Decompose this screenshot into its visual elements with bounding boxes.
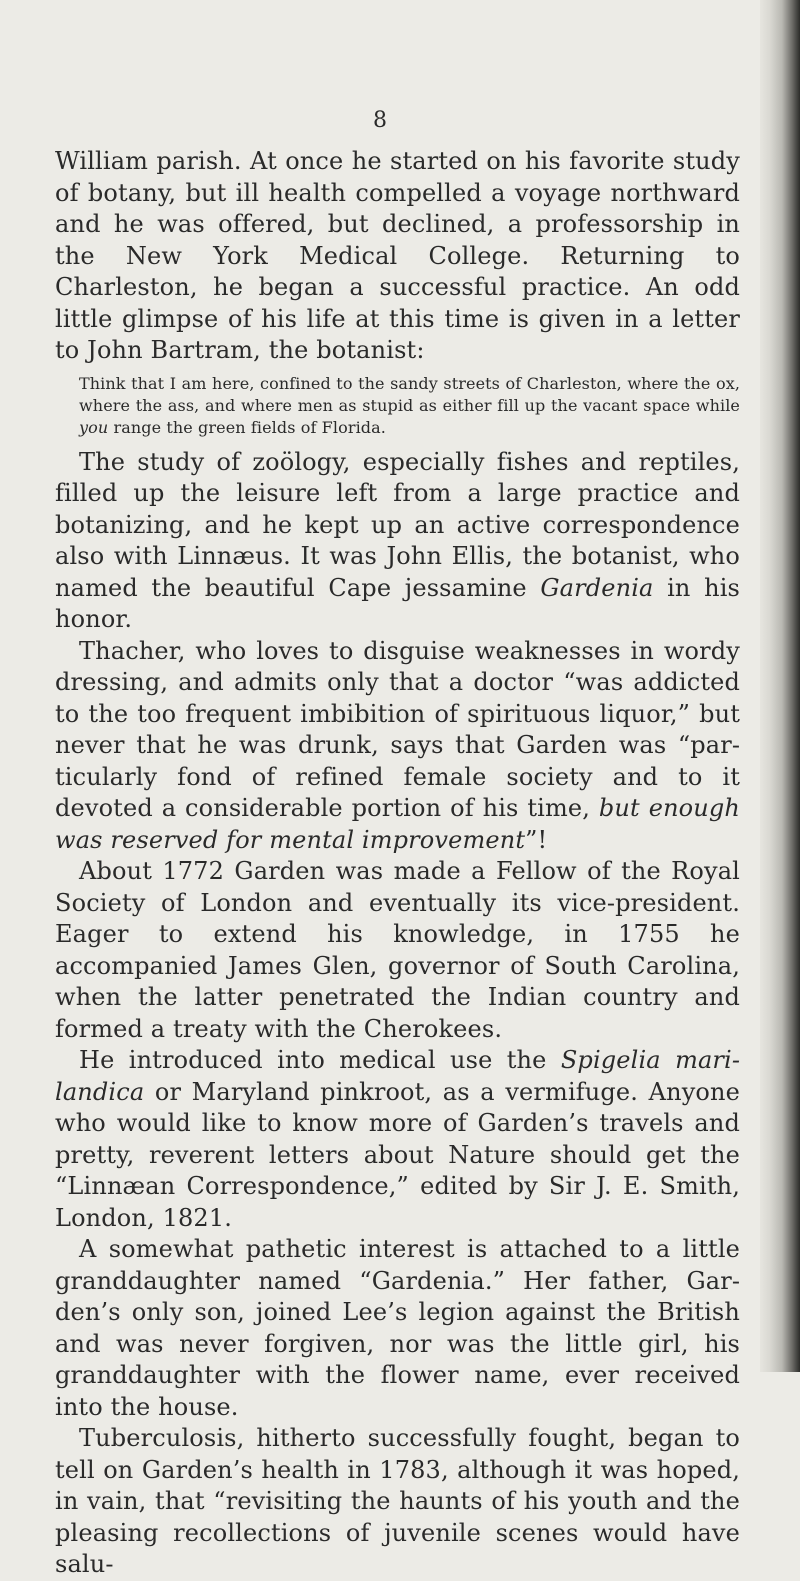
paragraph-thacher [55,636,740,857]
paragraph-zoology-text-b: in his honor. [55,573,741,633]
quote-text-before: Think that I am here, confined to the sandy streets of Charleston, where the ox, where the ass, and where men as stupid as either fill up the vacant space while [79,373,740,415]
paragraph-intro: William parish. At once he started on his favorite study of botany, but ill health compelled a voyage northward and he was offered, but declined, a professorship in the New York Medical College. Returning to Charleston, he began a successful practice. An odd little glimpse of his life at this time is given in a letter to John Bartram, the botanist: [55,147,740,364]
paragraph-zoology [55,447,740,636]
paragraph-thacher-italic: but enough was reserved for mental improvement [55,794,740,854]
paragraph-zoology-italic: Gardenia [540,573,654,602]
body-text [55,146,740,1581]
book-binding-edge [760,0,800,1372]
paragraph-thacher-text-b: ”! [525,825,548,854]
paragraph-thacher-text-a: Thacher, who loves to disguise weaknesses in wordy dressing, and admits only that a doctor “was addicted to the too frequent imbibition of spirituous liquor,” but never that he was drunk, says that Garden was “particularly fond of refined female society and to it devoted a considerable portion of his time, [55,636,740,822]
paragraph-granddaughter: A somewhat pathetic interest is attached to a little granddaughter named “Gardenia.” Her father, Garden’s only son, joined Lee’s legion against the British and was never forgiven, nor was the little girl, his granddaughter with the flower name, ever received into the house. [55,1235,740,1421]
paragraph-tuberculosis: Tuberculosis, hitherto successfully fought, began to tell on Garden’s health in 1783, although it was hoped, in vain, that “revisiting the haunts of his youth and the pleasing recollections of juvenile scenes would have salu- [55,1424,740,1578]
paragraph-spigelia [55,1045,740,1234]
block-quote [55,373,740,439]
page-number: 8 [373,108,387,133]
paragraph-spigelia-text-b: or Maryland pinkroot, as a vermifuge. Anyone who would like to know more of Garden’s travels and pretty, reverent letters about Nature should get the “Linnæan Correspondence,” edited by Sir J. E. Smith, London, 1821. [55,1077,740,1232]
paragraph-royal-society: About 1772 Garden was made a Fellow of the Royal Society of London and eventually its vice-president. Eager to extend his knowledge, in 1755 he accompanied James Glen, governor of South Carolina, when the latter penetrated the Indian country and formed a treaty with the Cherokees. [55,857,740,1043]
quote-text-italic: you [79,417,109,437]
paragraph-zoology-text-a: The study of zoölogy, especially fishes and reptiles, filled up the leisure left from a large practice and botanizing, and he kept up an active correspondence also with Linnæus. It was John Ellis, the botanist, who named the beautiful Cape jessamine [55,447,740,602]
quote-text-after: range the green fields of Florida. [108,417,386,437]
paragraph-spigelia-text-a: He introduced into medical use the [79,1046,561,1074]
paragraph-spigelia-italic: Spigelia marilandica [55,1046,740,1106]
